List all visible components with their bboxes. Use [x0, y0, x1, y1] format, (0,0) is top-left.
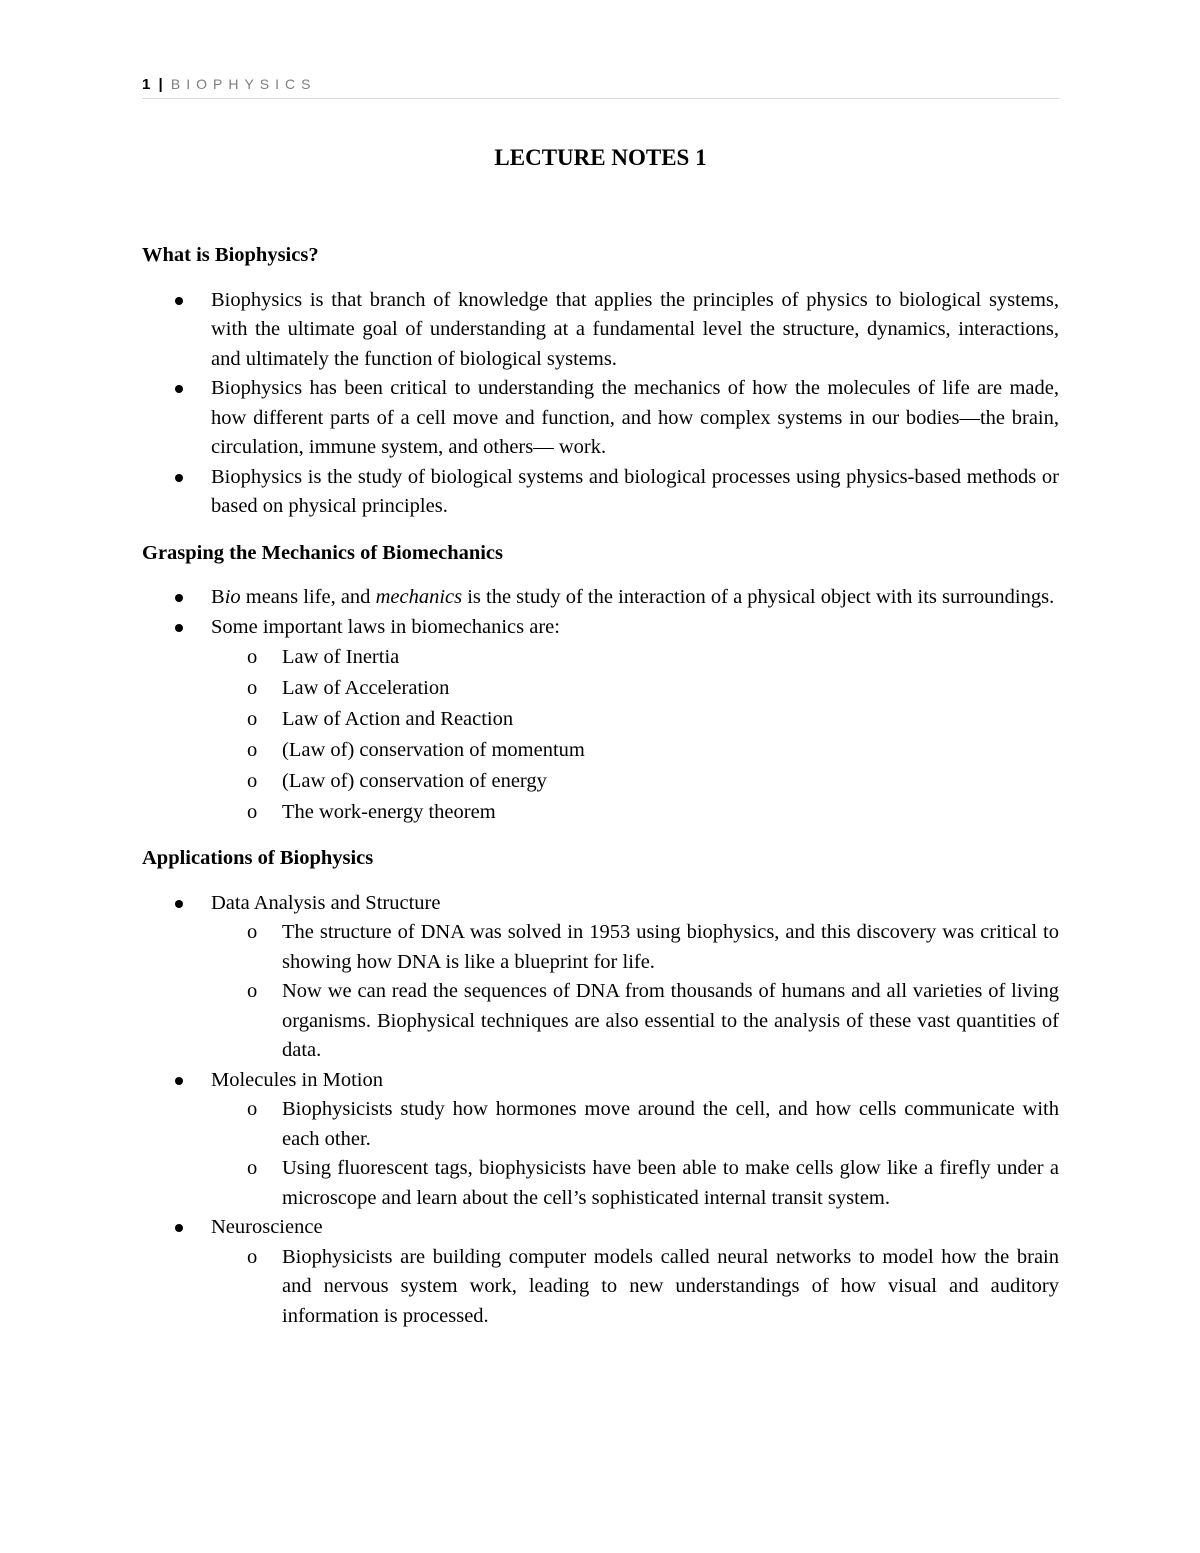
section-heading-what-is-biophysics: What is Biophysics? — [142, 244, 319, 266]
sub-list-item: o (Law of) conservation of energy — [142, 766, 1059, 797]
list-item-text: Molecules in Motion — [211, 1068, 383, 1091]
document-body — [142, 140, 1059, 1331]
list-item: Biophysics is the study of biological systems and biological processes using physics-based methods or based on physical principles. — [142, 463, 1059, 522]
text-run: is the study of the interaction of a physical object with its surroundings. — [462, 586, 1055, 608]
sub-list — [211, 918, 1059, 1066]
list-item — [142, 1066, 1059, 1214]
sub-list-item: o The work-energy theorem — [142, 797, 1059, 828]
text-run-italic: mechanics — [375, 586, 463, 608]
sub-list-item: o (Law of) conservation of momentum — [142, 735, 1059, 766]
sub-list-item: o Law of Inertia — [142, 642, 1059, 673]
list-item: Biophysics is that branch of knowledge that applies the principles of physics to biological systems, with the ultimate goal of understanding at a fundamental level the structure, dynamics, interactions, and ultimately the function of biological systems. — [142, 286, 1059, 375]
list-item — [142, 1213, 1059, 1331]
page-number: 1 — [142, 76, 151, 93]
section-heading-applications: Applications of Biophysics — [142, 847, 374, 869]
what-is-bullet-list — [142, 286, 1059, 522]
text-run: B — [211, 586, 225, 608]
page-header — [142, 74, 1059, 99]
text-run-italic: io — [224, 586, 241, 608]
sub-list-item: o Law of Action and Reaction — [142, 704, 1059, 735]
sub-list — [211, 1243, 1059, 1332]
section-heading-biomechanics: Grasping the Mechanics of Biomechanics — [142, 541, 504, 564]
list-item-text: Some important laws in biomechanics are: — [211, 615, 560, 638]
biomechanics-bullet-list — [142, 583, 1059, 828]
sub-list-item: o Now we can read the sequences of DNA from thousands of humans and all varieties of living organisms. Biophysical techniques are also essential to the analysis of these vast quantities of data. — [142, 977, 1059, 1066]
list-item — [142, 889, 1059, 1066]
list-item-text: Data Analysis and Structure — [211, 891, 441, 914]
text-run: means life, and — [240, 586, 376, 608]
applications-bullet-list — [142, 889, 1059, 1332]
sub-list-item: o Biophysicists study how hormones move around the cell, and how cells communicate with each other. — [142, 1095, 1059, 1154]
list-item-text: Neuroscience — [211, 1216, 323, 1238]
header-separator: | — [158, 76, 163, 93]
list-item — [142, 583, 1059, 613]
document-title: LECTURE NOTES 1 — [494, 145, 707, 170]
sub-list-item: o Law of Acceleration — [142, 673, 1059, 704]
laws-sub-list — [211, 642, 1059, 828]
sub-list-item: o Biophysicists are building computer models called neural networks to model how the brain and nervous system work, leading to new understandings of how visual and auditory information is processed. — [142, 1243, 1059, 1332]
running-title: BIOPHYSICS — [170, 76, 317, 92]
list-item: Biophysics has been critical to understanding the mechanics of how the molecules of life are made, how different parts of a cell move and function, and how complex systems in our bodies—the brain, circulation, immune system, and others— work. — [142, 374, 1059, 463]
sub-list — [211, 1095, 1059, 1213]
list-item — [142, 613, 1059, 829]
sub-list-item: o The structure of DNA was solved in 1953 using biophysics, and this discovery was critical to showing how DNA is like a blueprint for life. — [142, 918, 1059, 977]
sub-list-item: o Using fluorescent tags, biophysicists have been able to make cells glow like a firefly under a microscope and learn about the cell’s sophisticated internal transit system. — [142, 1154, 1059, 1213]
